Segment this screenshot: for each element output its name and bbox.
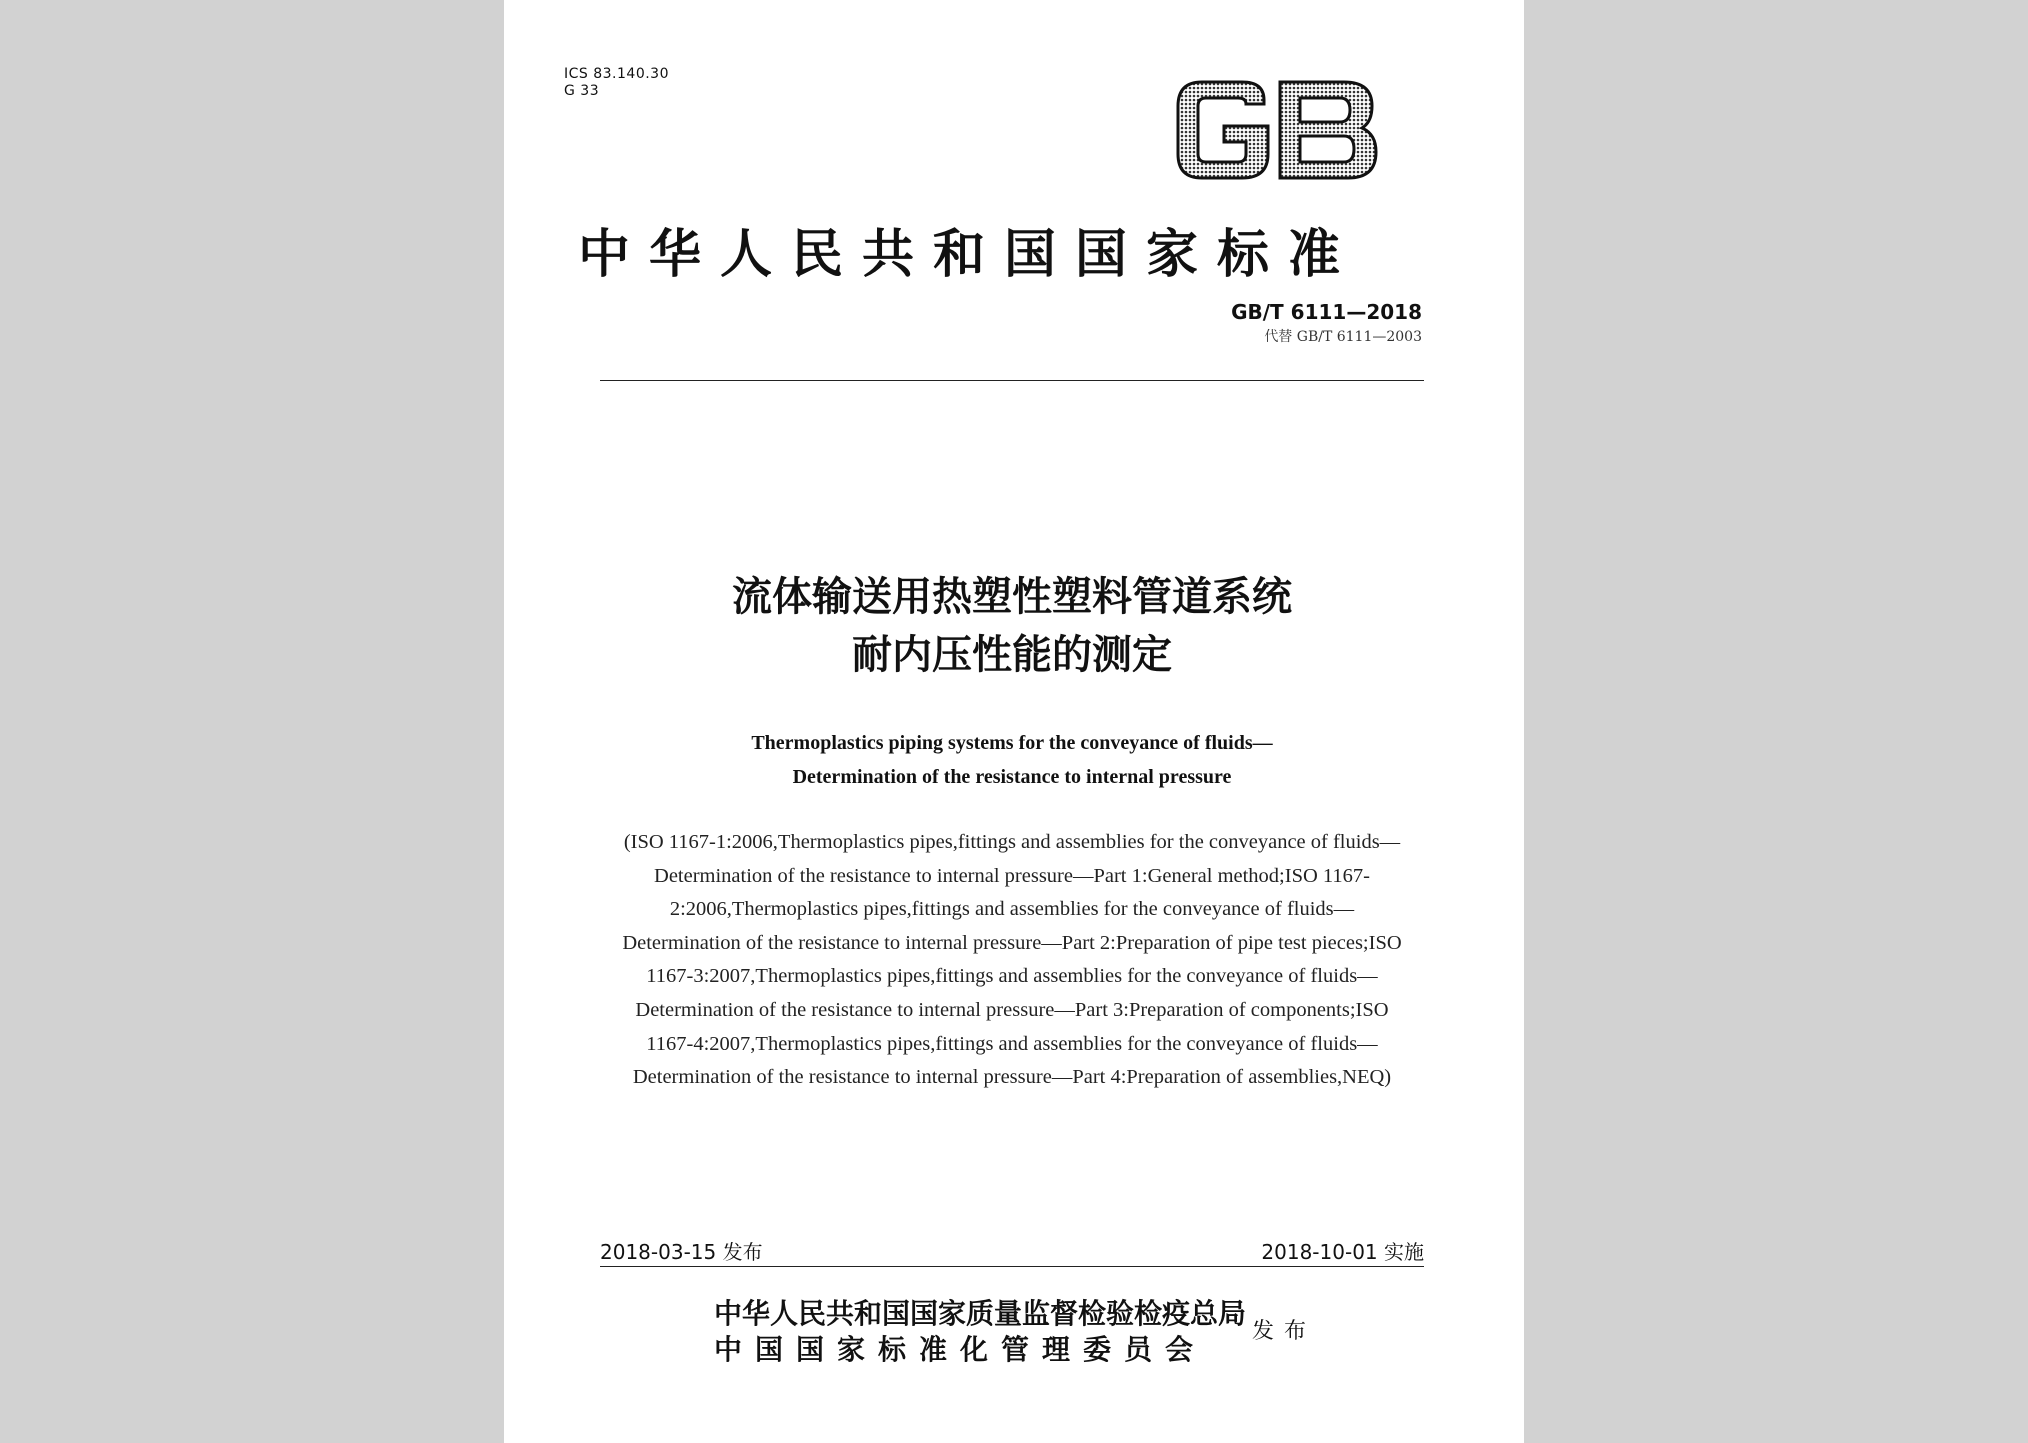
issue-label: 发布 — [1252, 1319, 1317, 1344]
issuer-aqsiq: 中华人民共和国国家质量监督检验检疫总局 — [714, 1297, 1247, 1330]
ics-code: ICS 83.140.30 — [564, 66, 669, 82]
standard-number: GB/T 6111—2018 — [1231, 300, 1422, 324]
issue-date: 2018-03-15 发布 — [600, 1240, 763, 1264]
footer-divider — [600, 1266, 1424, 1267]
national-standard-title: 中华人民共和国国家标准 — [578, 224, 1360, 285]
adoption-note: (ISO 1167-1:2006,Thermoplastics pipes,fittings and assemblies for the conveyance of fluids—Determination of the resistance to internal pressure—Part 1:General method;ISO 1167-2:2006,Thermoplastics pipes,fittings and assemblies for the conveyance of fluids—Determination of the resistance to internal pressure—Part 2:Preparation of pipe test pieces;ISO 1167-3:2007,Thermoplastics pipes,fittings and assemblies for the conveyance of fluids—Determination of the resistance to internal pressure—Part 3:Preparation of components;ISO 1167-4:2007,Thermoplastics pipes,fittings and assemblies for the conveyance of fluids—Determination of the resistance to internal pressure—Part 4:Preparation of assemblies,NEQ) — [622, 831, 1402, 1089]
replaces-standard: 代替 GB/T 6111—2003 — [1264, 329, 1422, 345]
english-title-line-2: Determination of the resistance to internal pressure — [792, 766, 1232, 788]
english-title — [600, 726, 1424, 794]
issuing-authorities — [714, 1296, 1246, 1368]
issuer-sac: 中国国家标准化管理委员会 — [714, 1333, 1207, 1366]
chinese-title — [600, 568, 1424, 684]
header-divider — [600, 380, 1424, 381]
chinese-title-line-2: 耐内压性能的测定 — [852, 632, 1172, 678]
gb-logo-icon — [1172, 78, 1382, 182]
ccs-code: G 33 — [564, 83, 600, 99]
chinese-title-line-1: 流体输送用热塑性塑料管道系统 — [732, 574, 1292, 620]
implementation-date: 2018-10-01 实施 — [1261, 1240, 1424, 1264]
english-title-line-1: Thermoplastics piping systems for the conveyance of fluids— — [751, 732, 1273, 754]
document-page — [504, 0, 1524, 1443]
classification-codes — [564, 66, 669, 100]
